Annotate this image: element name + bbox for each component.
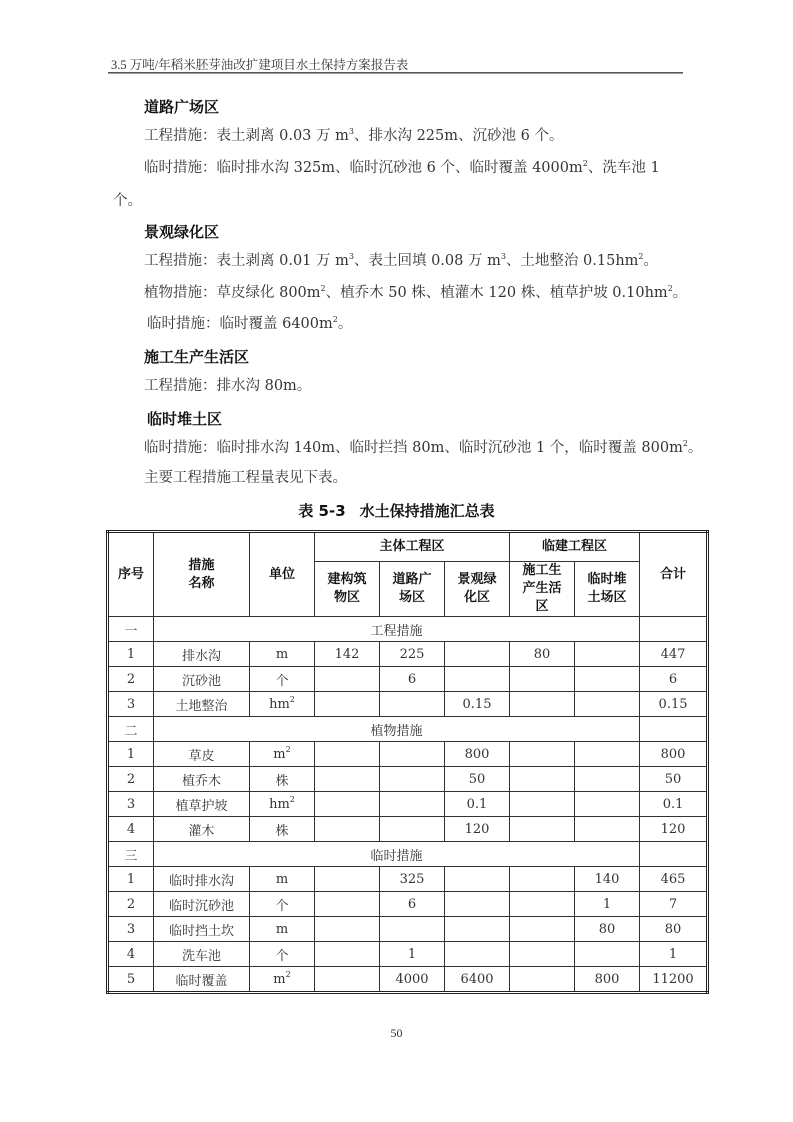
- cell-landscape: [445, 892, 510, 917]
- table-row: [108, 667, 708, 692]
- cell-construction: 80: [510, 642, 575, 667]
- cell-unit: [250, 742, 315, 767]
- cell-total: 50: [640, 767, 708, 792]
- para-label: 工程措施：: [144, 378, 217, 394]
- section-seq: 二: [108, 717, 154, 742]
- section-heading-road: 道路广场区: [144, 98, 220, 116]
- table-row: [108, 967, 708, 993]
- cell-construction: [510, 692, 575, 717]
- para-label: 工程措施：: [144, 253, 217, 269]
- para-text: 。: [672, 285, 688, 301]
- cell-name: 临时排水沟: [154, 867, 250, 892]
- cell-road: [380, 742, 445, 767]
- cell-stockpile: [575, 667, 640, 692]
- cell-stockpile: [575, 817, 640, 842]
- table-row: [108, 817, 708, 842]
- header-total: 合计: [640, 532, 708, 617]
- cell-total: 465: [640, 867, 708, 892]
- unit-superscript: 2: [289, 694, 295, 704]
- cell-seq: 5: [108, 967, 154, 993]
- header-stockpile: 临时堆 土场区: [575, 562, 640, 617]
- cell-seq: 1: [108, 742, 154, 767]
- cell-construction: [510, 892, 575, 917]
- paragraph: [144, 376, 311, 396]
- cell-seq: 1: [108, 642, 154, 667]
- table-intro-text: 主要工程措施工程量表见下表。: [144, 470, 347, 486]
- cell-stockpile: 80: [575, 917, 640, 942]
- superscript: 3: [500, 252, 506, 261]
- cell-construction: [510, 917, 575, 942]
- cell-seq: 2: [108, 892, 154, 917]
- cell-construction: [510, 867, 575, 892]
- cell-unit: [250, 917, 315, 942]
- header-group-temp: 临建工程区: [510, 532, 640, 562]
- cell-seq: 4: [108, 817, 154, 842]
- cell-total: 120: [640, 817, 708, 842]
- cell-landscape: 0.1: [445, 792, 510, 817]
- section-title: 临时措施: [154, 842, 640, 867]
- cell-seq: 3: [108, 692, 154, 717]
- cell-seq: 2: [108, 767, 154, 792]
- section-heading-landscape: 景观绿化区: [144, 223, 220, 241]
- cell-building: 142: [315, 642, 380, 667]
- cell-road: [380, 767, 445, 792]
- cell-landscape: [445, 867, 510, 892]
- para-label: 临时措施：: [147, 316, 220, 332]
- paragraph: [144, 158, 660, 178]
- header-road: 道路广 场区: [380, 562, 445, 617]
- table-caption-number: 表 5-3: [298, 502, 346, 520]
- unit-superscript: 2: [285, 969, 291, 979]
- cell-construction: [510, 817, 575, 842]
- cell-name: 沉砂池: [154, 667, 250, 692]
- para-text: 表土剥离 0.01 万 m: [216, 253, 349, 269]
- unit-text: 个: [275, 673, 289, 689]
- cell-construction: [510, 967, 575, 993]
- cell-stockpile: 140: [575, 867, 640, 892]
- cell-unit: [250, 867, 315, 892]
- header-building: 建构筑 物区: [315, 562, 380, 617]
- cell-stockpile: [575, 692, 640, 717]
- cell-seq: 4: [108, 942, 154, 967]
- unit-text: 株: [275, 773, 289, 789]
- cell-unit: [250, 942, 315, 967]
- cell-road: 325: [380, 867, 445, 892]
- cell-unit: [250, 667, 315, 692]
- section-title: 植物措施: [154, 717, 640, 742]
- para-label: 临时措施：: [144, 440, 217, 456]
- cell-construction: [510, 667, 575, 692]
- para-text: 。: [643, 253, 659, 269]
- table-row: [108, 792, 708, 817]
- cell-road: [380, 817, 445, 842]
- cell-seq: 3: [108, 792, 154, 817]
- para-text: 。: [687, 440, 703, 456]
- table-caption-title: 水土保持措施汇总表: [359, 502, 495, 520]
- cell-road: [380, 692, 445, 717]
- header-rule: [108, 72, 683, 74]
- cell-unit: [250, 692, 315, 717]
- section-seq: 三: [108, 842, 154, 867]
- table-body: [108, 617, 708, 993]
- cell-seq: 2: [108, 667, 154, 692]
- section-seq: 一: [108, 617, 154, 642]
- cell-total: 0.1: [640, 792, 708, 817]
- table-section-row: [108, 842, 708, 867]
- unit-text: m: [273, 971, 286, 987]
- cell-road: [380, 917, 445, 942]
- superscript: 3: [348, 127, 354, 136]
- superscript: 2: [332, 315, 338, 324]
- paragraph: [144, 251, 658, 271]
- cell-unit: [250, 817, 315, 842]
- unit-superscript: 2: [285, 744, 291, 754]
- cell-total: 7: [640, 892, 708, 917]
- cell-building: [315, 942, 380, 967]
- para-text: 、排水沟 225m、沉砂池 6 个。: [353, 128, 564, 144]
- unit-text: 个: [275, 948, 289, 964]
- superscript: 2: [682, 439, 688, 448]
- cell-name: 土地整治: [154, 692, 250, 717]
- cell-building: [315, 917, 380, 942]
- cell-total: 447: [640, 642, 708, 667]
- cell-stockpile: [575, 642, 640, 667]
- para-text: 草皮绿化 800m: [216, 285, 321, 301]
- para-text: 临时排水沟 325m、临时沉砂池 6 个、临时覆盖 4000m: [216, 160, 583, 176]
- cell-unit: [250, 642, 315, 667]
- para-text: 排水沟 80m。: [216, 378, 312, 394]
- cell-building: [315, 967, 380, 993]
- page-number: 50: [390, 1026, 403, 1040]
- para-text: 表土剥离 0.03 万 m: [216, 128, 349, 144]
- cell-building: [315, 792, 380, 817]
- cell-unit: [250, 767, 315, 792]
- table-section-row: [108, 617, 708, 642]
- cell-total: 1: [640, 942, 708, 967]
- cell-landscape: 6400: [445, 967, 510, 993]
- cell-landscape: 120: [445, 817, 510, 842]
- cell-name: 草皮: [154, 742, 250, 767]
- para-text: 。: [337, 316, 353, 332]
- cell-building: [315, 667, 380, 692]
- cell-construction: [510, 792, 575, 817]
- section-total-empty: [640, 717, 708, 742]
- superscript: 2: [667, 284, 673, 293]
- header-unit: 单位: [250, 532, 315, 617]
- cell-name: 植草护坡: [154, 792, 250, 817]
- cell-stockpile: [575, 742, 640, 767]
- unit-text: m: [275, 646, 289, 662]
- cell-building: [315, 867, 380, 892]
- section-total-empty: [640, 617, 708, 642]
- para-text: 临时覆盖 6400m: [219, 316, 333, 332]
- cell-construction: [510, 742, 575, 767]
- cell-building: [315, 892, 380, 917]
- cell-seq: 3: [108, 917, 154, 942]
- cell-building: [315, 692, 380, 717]
- cell-landscape: 800: [445, 742, 510, 767]
- document-header: 3.5 万吨/年稻米胚芽油改扩建项目水土保持方案报告表: [111, 58, 409, 72]
- cell-landscape: 0.15: [445, 692, 510, 717]
- cell-landscape: [445, 942, 510, 967]
- superscript: 2: [582, 159, 588, 168]
- cell-name: 灌木: [154, 817, 250, 842]
- cell-landscape: [445, 642, 510, 667]
- cell-seq: 1: [108, 867, 154, 892]
- cell-total: 80: [640, 917, 708, 942]
- paragraph: [144, 126, 563, 146]
- cell-building: [315, 767, 380, 792]
- cell-building: [315, 742, 380, 767]
- superscript: 2: [320, 284, 326, 293]
- table-row: [108, 692, 708, 717]
- cell-stockpile: 800: [575, 967, 640, 993]
- para-label: 植物措施：: [144, 285, 217, 301]
- cell-stockpile: [575, 767, 640, 792]
- cell-unit: [250, 892, 315, 917]
- cell-name: 临时沉砂池: [154, 892, 250, 917]
- section-total-empty: [640, 842, 708, 867]
- cell-total: 11200: [640, 967, 708, 993]
- para-label: 临时措施：: [144, 160, 217, 176]
- cell-construction: [510, 942, 575, 967]
- cell-road: 1: [380, 942, 445, 967]
- summary-table: [106, 530, 709, 994]
- cell-name: 洗车池: [154, 942, 250, 967]
- unit-text: m: [275, 921, 289, 937]
- cell-landscape: [445, 667, 510, 692]
- cell-road: 4000: [380, 967, 445, 993]
- cell-construction: [510, 767, 575, 792]
- para-text: 临时排水沟 140m、临时拦挡 80m、临时沉砂池 1 个，临时覆盖 800m: [216, 440, 683, 456]
- section-title: 工程措施: [154, 617, 640, 642]
- paragraph: [144, 283, 687, 303]
- header-seq: 序号: [108, 532, 154, 617]
- unit-text: m: [275, 871, 289, 887]
- table-row: [108, 642, 708, 667]
- cell-name: 排水沟: [154, 642, 250, 667]
- cell-landscape: [445, 917, 510, 942]
- table-row: [108, 917, 708, 942]
- table-caption: [0, 500, 793, 521]
- cell-road: 6: [380, 667, 445, 692]
- section-heading-construction: 施工生产生活区: [144, 348, 250, 366]
- cell-total: 6: [640, 667, 708, 692]
- para-text: 、植乔木 50 株、植灌木 120 株、植草护坡 0.10hm: [325, 285, 668, 301]
- cell-road: 6: [380, 892, 445, 917]
- cell-total: 800: [640, 742, 708, 767]
- paragraph-continuation: 个。: [113, 193, 142, 209]
- cell-name: 临时挡土坎: [154, 917, 250, 942]
- table-row: [108, 767, 708, 792]
- section-heading-stockpile: 临时堆土区: [147, 410, 223, 428]
- cell-total: 0.15: [640, 692, 708, 717]
- unit-text: m: [273, 746, 286, 762]
- cell-name: 植乔木: [154, 767, 250, 792]
- table-row: [108, 892, 708, 917]
- paragraph: [147, 314, 352, 334]
- header-group-main: 主体工程区: [315, 532, 510, 562]
- cell-unit: [250, 792, 315, 817]
- cell-stockpile: [575, 792, 640, 817]
- para-label: 工程措施：: [144, 128, 217, 144]
- cell-landscape: 50: [445, 767, 510, 792]
- superscript: 3: [348, 252, 354, 261]
- unit-superscript: 2: [289, 794, 295, 804]
- unit-text: 个: [275, 898, 289, 914]
- cell-stockpile: 1: [575, 892, 640, 917]
- table-row: [108, 742, 708, 767]
- cell-road: [380, 792, 445, 817]
- unit-text: hm: [269, 696, 290, 712]
- para-text: 、洗车池 1: [587, 160, 660, 176]
- table-row: [108, 867, 708, 892]
- cell-road: 225: [380, 642, 445, 667]
- superscript: 2: [638, 252, 644, 261]
- unit-text: hm: [269, 796, 290, 812]
- unit-text: 株: [275, 823, 289, 839]
- table-row: [108, 942, 708, 967]
- cell-unit: [250, 967, 315, 993]
- cell-building: [315, 817, 380, 842]
- cell-stockpile: [575, 942, 640, 967]
- para-text: 、土地整治 0.15hm: [505, 253, 639, 269]
- header-name: 措施 名称: [154, 532, 250, 617]
- header-landscape: 景观绿 化区: [445, 562, 510, 617]
- header-construction: 施工生 产生活 区: [510, 562, 575, 617]
- cell-name: 临时覆盖: [154, 967, 250, 993]
- paragraph: [144, 438, 702, 458]
- table-section-row: [108, 717, 708, 742]
- para-text: 、表土回填 0.08 万 m: [353, 253, 501, 269]
